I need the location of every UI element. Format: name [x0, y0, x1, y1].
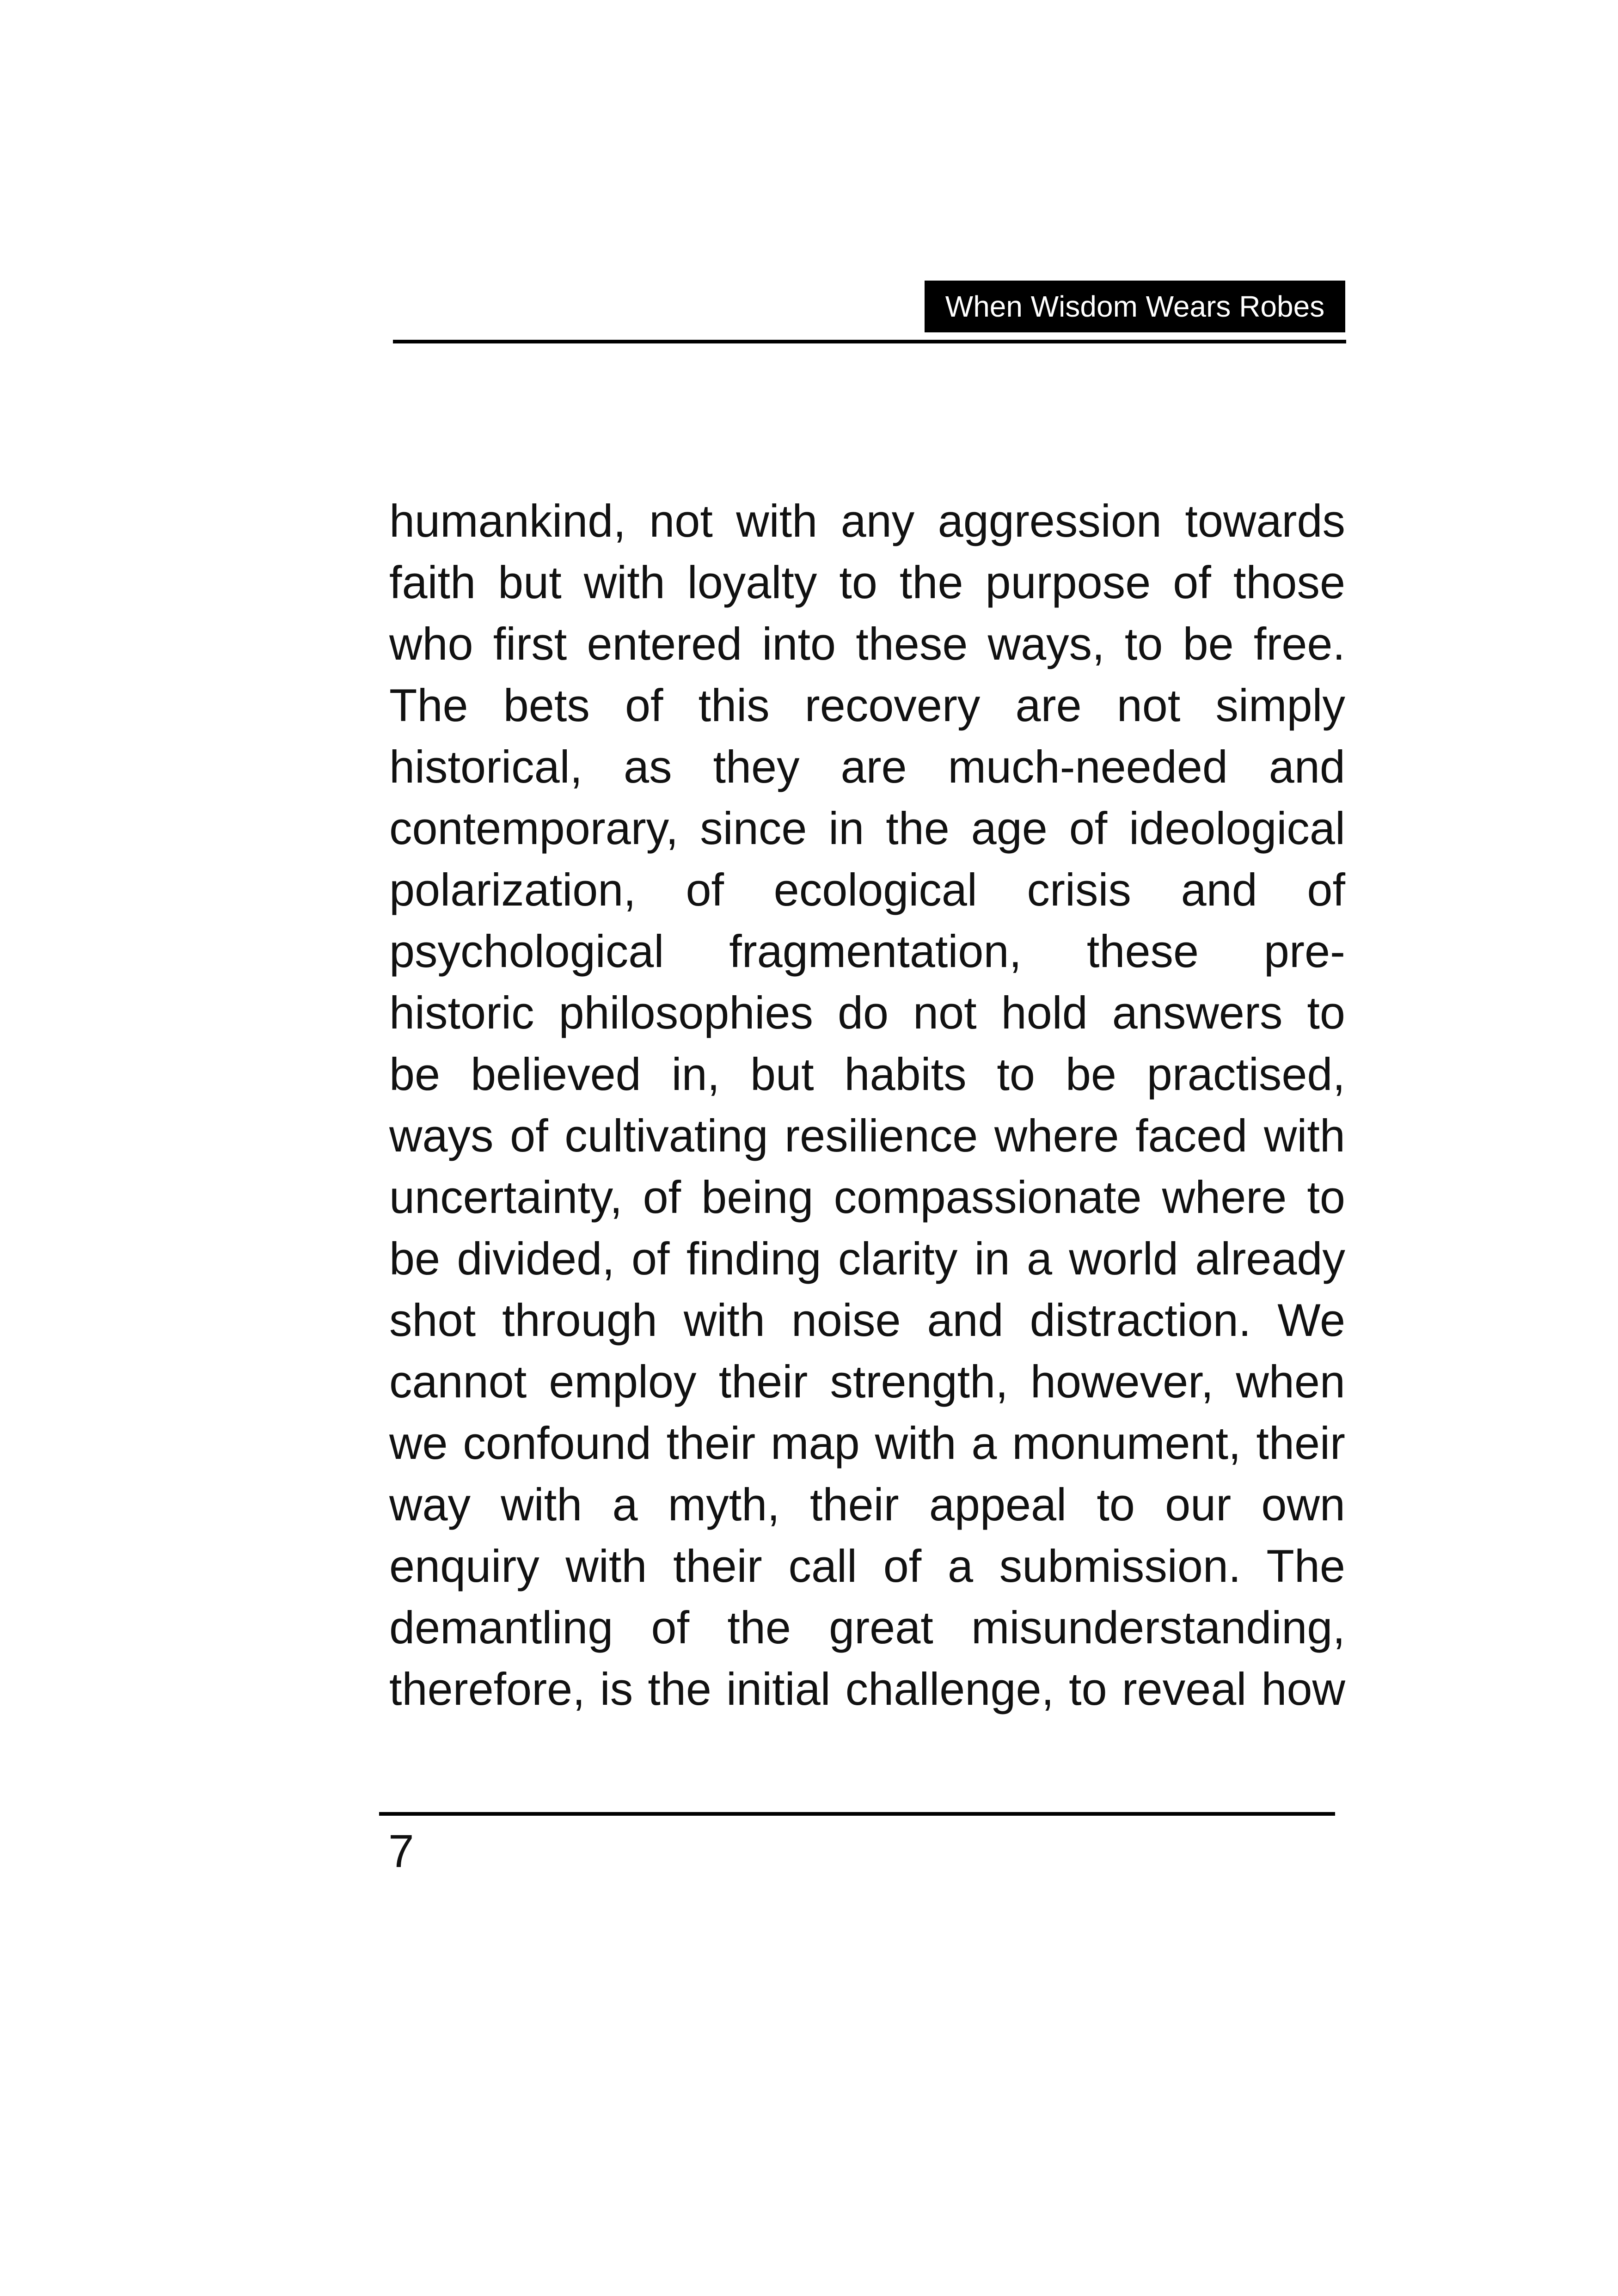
text-line: psychological fragmentation, these pre- [389, 925, 1345, 977]
text-line: therefore, is the initial challenge, to reveal how [389, 1663, 1345, 1714]
text-line: shot through with noise and distraction. We [389, 1294, 1345, 1346]
page-number: 7 [388, 1825, 414, 1877]
text-line: historic philosophies do not hold answers to [389, 987, 1345, 1038]
text-line: demantling of the great misunderstanding, [389, 1602, 1345, 1653]
text-line: way with a myth, their appeal to our own [389, 1479, 1345, 1530]
text-line: polarization, of ecological crisis and of [389, 864, 1345, 915]
running-head-title: When Wisdom Wears Robes [925, 281, 1345, 332]
text-line: enquiry with their call of a submission. The [389, 1540, 1345, 1592]
text-line: humankind, not with any aggression towards [389, 495, 1345, 546]
body-paragraph [389, 490, 1345, 1720]
footer-rule [379, 1812, 1335, 1816]
text-line: The bets of this recovery are not simply [389, 680, 1345, 731]
text-line: we confound their map with a monument, their [389, 1417, 1345, 1469]
text-line: who first entered into these ways, to be free. [389, 618, 1345, 669]
text-line: cannot employ their strength, however, when [389, 1356, 1345, 1407]
text-line: ways of cultivating resilience where faced with [389, 1110, 1345, 1161]
text-line: uncertainty, of being compassionate where to [389, 1171, 1345, 1223]
text-line: be divided, of finding clarity in a world already [389, 1233, 1345, 1284]
header-rule [393, 340, 1346, 343]
text-line: faith but with loyalty to the purpose of those [389, 557, 1345, 608]
text-line: contemporary, since in the age of ideological [389, 802, 1345, 854]
text-line: be believed in, but habits to be practised, [389, 1048, 1345, 1100]
text-line: historical, as they are much-needed and [389, 741, 1345, 792]
